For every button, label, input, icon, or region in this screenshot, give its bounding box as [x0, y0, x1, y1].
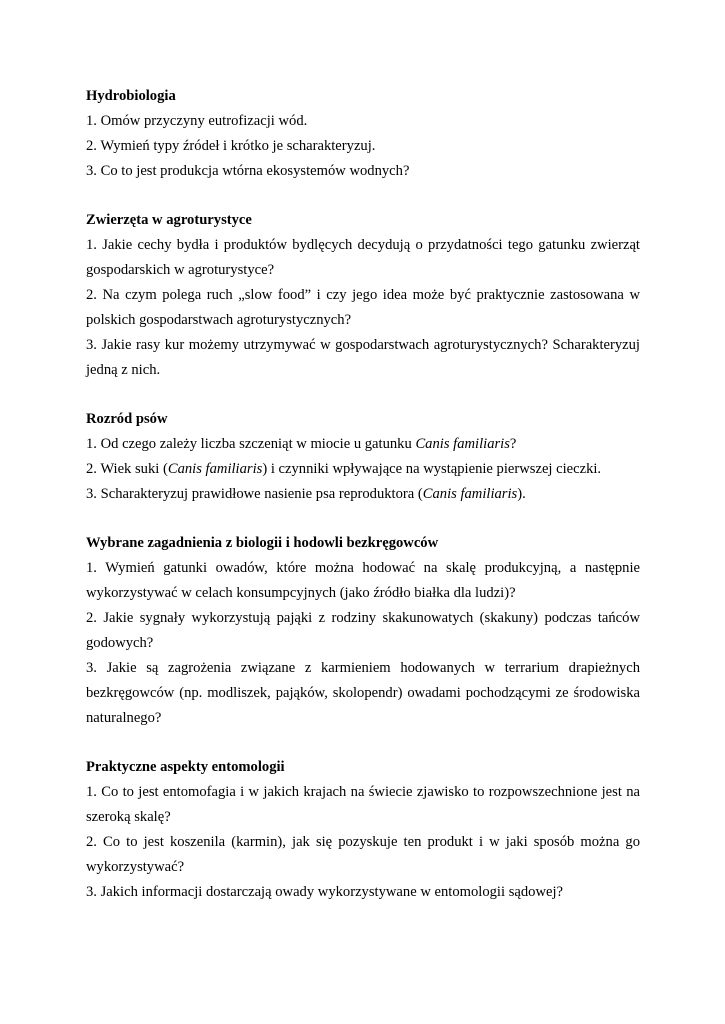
question: 1. Od czego zależy liczba szczeniąt w miocie u gatunku Canis familiaris?	[86, 436, 517, 452]
species-name: Canis familiaris	[422, 486, 518, 502]
section-entomologia	[86, 755, 640, 905]
section-heading: Rozród psów	[86, 411, 168, 427]
question: 2. Na czym polega ruch „slow food” i czy jego idea może być praktycznie zastosowana w polskich gospodarstwach agroturystycznych?	[86, 287, 640, 328]
question: 3. Jakich informacji dostarczają owady wykorzystywane w entomologii sądowej?	[86, 884, 563, 900]
question: 1. Jakie cechy bydła i produktów bydlęcych decydują o przydatności tego gatunku zwierząt gospodarskich w agroturystyce?	[86, 237, 640, 278]
section-zwierzeta-w-agroturystyce	[86, 208, 640, 383]
document-page	[86, 84, 640, 929]
question: 1. Co to jest entomofagia i w jakich krajach na świecie zjawisko to rozpowszechnione jest na szeroką skalę?	[86, 784, 640, 825]
question: 3. Scharakteryzuj prawidłowe nasienie psa reproduktora (Canis familiaris).	[86, 486, 526, 502]
section-heading: Zwierzęta w agroturystyce	[86, 212, 252, 228]
section-heading: Hydrobiologia	[86, 88, 176, 104]
question: 2. Wiek suki (Canis familiaris) i czynniki wpływające na wystąpienie pierwszej cieczki.	[86, 461, 602, 477]
section-hydrobiologia	[86, 84, 640, 184]
section-rozrod-psow	[86, 407, 640, 507]
question: 1. Omów przyczyny eutrofizacji wód.	[86, 113, 308, 129]
question: 2. Wymień typy źródeł i krótko je scharakteryzuj.	[86, 138, 376, 154]
question: 1. Wymień gatunki owadów, które można hodować na skalę produkcyjną, a następnie wykorzystywać w celach konsumpcyjnych (jako źródło białka dla ludzi)?	[86, 560, 640, 601]
section-bezkregowce	[86, 531, 640, 731]
question: 3. Co to jest produkcja wtórna ekosystemów wodnych?	[86, 163, 410, 179]
species-name: Canis familiaris	[167, 461, 263, 477]
question: 3. Jakie rasy kur możemy utrzymywać w gospodarstwach agroturystycznych? Scharakteryzuj jedną z nich.	[86, 337, 640, 378]
section-heading: Praktyczne aspekty entomologii	[86, 759, 285, 775]
question: 2. Co to jest koszenila (karmin), jak się pozyskuje ten produkt i w jaki sposób można go wykorzystywać?	[86, 834, 640, 875]
question: 2. Jakie sygnały wykorzystują pająki z rodziny skakunowatych (skakuny) podczas tańców godowych?	[86, 610, 640, 651]
species-name: Canis familiaris	[415, 436, 510, 452]
section-heading: Wybrane zagadnienia z biologii i hodowli bezkręgowców	[86, 535, 439, 551]
question: 3. Jakie są zagrożenia związane z karmieniem hodowanych w terrarium drapieżnych bezkręgowców (np. modliszek, pająków, skolopendr) owadami pochodzącymi ze środowiska naturalnego?	[86, 660, 640, 726]
